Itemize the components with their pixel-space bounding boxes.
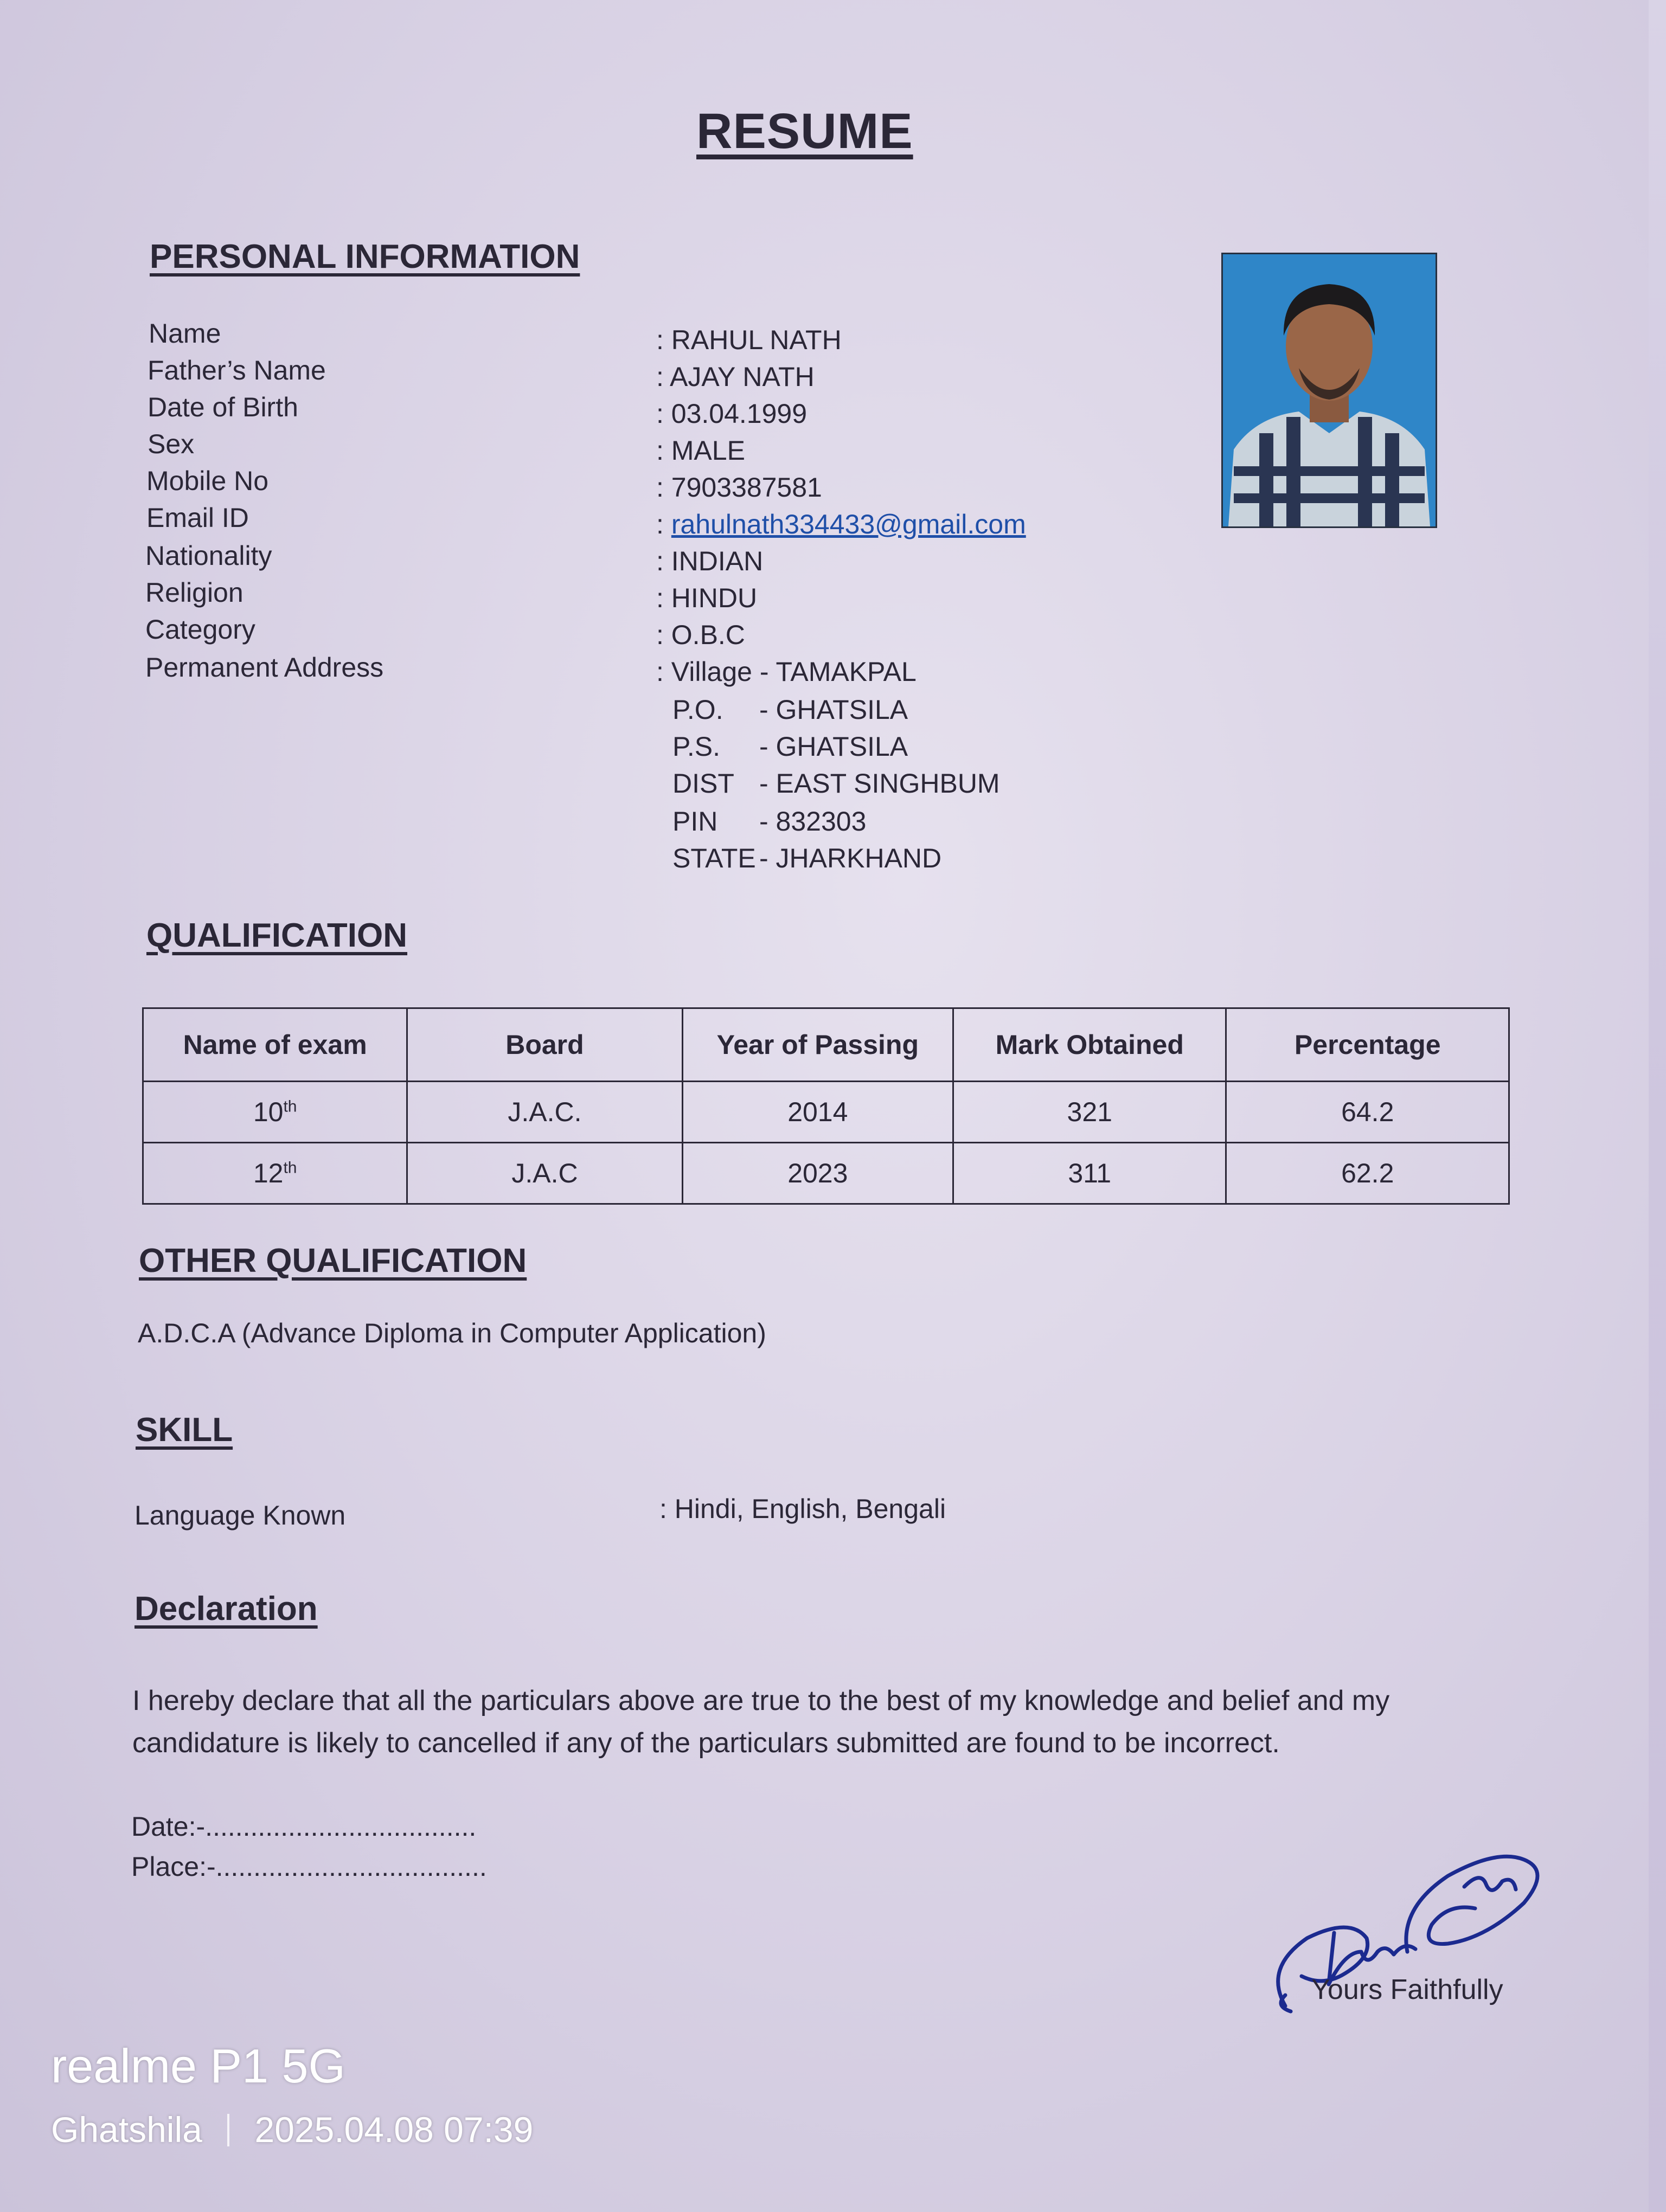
skill-heading: SKILL — [136, 1411, 233, 1449]
header-year: Year of Passing — [682, 1008, 953, 1082]
label-nationality: Nationality — [145, 541, 272, 571]
value-nationality: : INDIAN — [656, 546, 764, 576]
cell-percentage: 62.2 — [1226, 1143, 1509, 1204]
location-timestamp-watermark — [51, 2109, 533, 2150]
address-pin-value: - 832303 — [759, 806, 867, 837]
closing-text: Yours Faithfully — [1311, 1974, 1503, 2005]
value-father-name: : AJAY NATH — [656, 362, 815, 392]
address-ps-value: - GHATSILA — [759, 731, 908, 762]
date-label: Date:- — [131, 1811, 206, 1842]
other-qualification-heading: OTHER QUALIFICATION — [139, 1242, 527, 1279]
watermark-location: Ghatshila — [51, 2110, 202, 2150]
cell-marks: 311 — [953, 1143, 1226, 1204]
skill-language-label: Language Known — [134, 1500, 346, 1531]
label-name: Name — [149, 318, 221, 349]
qualification-table — [142, 1007, 1510, 1205]
header-exam: Name of exam — [143, 1008, 407, 1082]
declaration-text: I hereby declare that all the particulars above are true to the best of my knowledge and belief and my candidature is likely to cancelled if any of the particulars submitted are found to be incorrect. — [132, 1685, 1390, 1759]
header-board: Board — [407, 1008, 682, 1082]
table-header-row — [143, 1008, 1509, 1082]
cell-year: 2023 — [682, 1143, 953, 1204]
address-ps-key: P.S. — [672, 731, 721, 762]
label-dob: Date of Birth — [148, 392, 298, 422]
person-photo-icon — [1223, 254, 1436, 526]
profile-photo — [1221, 253, 1437, 528]
value-dob: : 03.04.1999 — [656, 398, 808, 429]
place-dots: .................................... — [215, 1851, 487, 1882]
address-state-value: - JHARKHAND — [759, 843, 942, 873]
email-colon: : — [656, 509, 664, 539]
place-line — [131, 1851, 487, 1882]
table-row — [143, 1082, 1509, 1143]
cell-board: J.A.C — [407, 1143, 682, 1204]
document-title: RESUME — [696, 104, 913, 159]
email-link[interactable]: rahulnath334433@gmail.com — [671, 509, 1026, 539]
label-category: Category — [145, 614, 255, 645]
place-label: Place:- — [131, 1851, 216, 1882]
value-category: : O.B.C — [656, 620, 745, 650]
address-dist-value: - EAST SINGHBUM — [759, 768, 1000, 799]
value-address-village: : Village - TAMAKPAL — [656, 657, 917, 687]
header-percentage: Percentage — [1226, 1008, 1509, 1082]
camera-model-watermark: realme P1 5G — [51, 2039, 345, 2093]
cell-exam: 10th — [143, 1082, 407, 1143]
cell-year: 2014 — [682, 1082, 953, 1143]
cell-exam: 12th — [143, 1143, 407, 1204]
personal-info-heading: PERSONAL INFORMATION — [150, 238, 580, 275]
address-po-value: - GHATSILA — [759, 695, 908, 725]
label-sex: Sex — [148, 429, 195, 459]
declaration-heading: Declaration — [134, 1590, 318, 1628]
label-mobile: Mobile No — [146, 466, 269, 496]
label-religion: Religion — [145, 577, 244, 608]
watermark-timestamp: 2025.04.08 07:39 — [254, 2110, 534, 2150]
address-po-key: P.O. — [672, 695, 723, 725]
label-permanent-address: Permanent Address — [145, 652, 384, 683]
value-name: : RAHUL NATH — [656, 325, 842, 355]
label-father-name: Father’s Name — [148, 355, 326, 385]
other-qualification-text: A.D.C.A (Advance Diploma in Computer Application) — [138, 1318, 766, 1348]
qualification-heading: QUALIFICATION — [146, 917, 408, 954]
address-pin-key: PIN — [672, 806, 718, 837]
value-religion: : HINDU — [656, 583, 758, 613]
skill-language-value: : Hindi, English, Bengali — [659, 1494, 946, 1524]
cell-board: J.A.C. — [407, 1082, 682, 1143]
address-dist-key: DIST — [672, 768, 734, 799]
value-mobile: : 7903387581 — [656, 472, 822, 503]
table-row — [143, 1143, 1509, 1204]
value-email-row — [656, 509, 1026, 540]
label-email: Email ID — [146, 503, 249, 533]
date-line — [131, 1811, 476, 1842]
address-state-key: STATE — [672, 843, 756, 873]
date-dots: .................................... — [205, 1811, 477, 1842]
value-sex: : MALE — [656, 435, 745, 466]
cell-percentage: 64.2 — [1226, 1082, 1509, 1143]
watermark-separator — [227, 2114, 229, 2146]
header-marks: Mark Obtained — [953, 1008, 1226, 1082]
cell-marks: 321 — [953, 1082, 1226, 1143]
